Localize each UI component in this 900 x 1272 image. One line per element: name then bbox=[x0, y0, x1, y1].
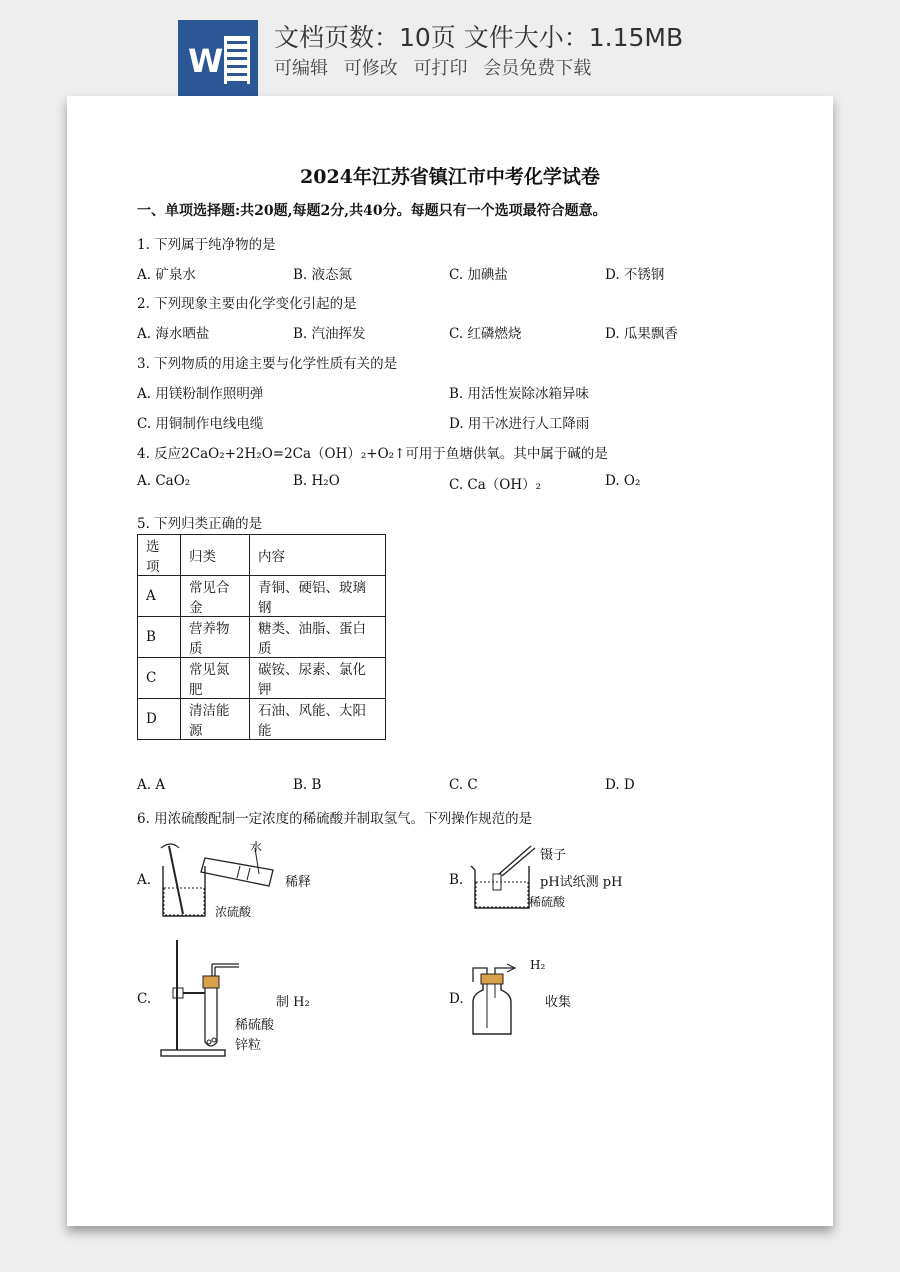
table-cell: 常见合金 bbox=[181, 576, 250, 617]
question-1-option-d: D. 不锈钢 bbox=[605, 267, 665, 283]
question-1-option-b: B. 液态氮 bbox=[293, 267, 353, 283]
table-cell: 常见氮肥 bbox=[181, 658, 250, 699]
gas-collection-bottle-figure bbox=[467, 962, 547, 1040]
question-4-option-d: D. O₂ bbox=[605, 473, 641, 489]
table-row bbox=[138, 658, 386, 699]
table-cell: 碳铵、尿素、氯化钾 bbox=[250, 658, 386, 699]
question-3-option-d: D. 用干冰进行人工降雨 bbox=[449, 416, 590, 432]
table-cell: D bbox=[138, 699, 181, 740]
question-5-option-c: C. C bbox=[449, 777, 478, 793]
document-features bbox=[274, 54, 601, 80]
question-6-option-a: A. bbox=[137, 872, 152, 888]
table-cell: C bbox=[138, 658, 181, 699]
download-header bbox=[0, 0, 900, 96]
question-2-option-c: C. 红磷燃烧 bbox=[449, 326, 522, 342]
question-1-stem: 1. 下列属于纯净物的是 bbox=[137, 237, 276, 253]
question-3-option-c: C. 用铜制作电线电缆 bbox=[137, 416, 264, 432]
question-1-option-c: C. 加碘盐 bbox=[449, 267, 508, 283]
question-2-option-b: B. 汽油挥发 bbox=[293, 326, 366, 342]
question-6-option-b: B. bbox=[449, 872, 464, 888]
classification-table bbox=[137, 534, 386, 740]
section-heading: 一、单项选择题:共20题,每题2分,共40分。每题只有一个选项最符合题意。 bbox=[137, 203, 607, 219]
table-cell: 营养物质 bbox=[181, 617, 250, 658]
page-title: 2024年江苏省镇江市中考化学试卷 bbox=[300, 166, 600, 188]
table-cell: 清洁能源 bbox=[181, 699, 250, 740]
label-dilute: 稀释 bbox=[285, 875, 312, 890]
word-document-icon: W bbox=[178, 20, 258, 96]
label-dilute-acid-b: 稀硫酸 bbox=[529, 895, 566, 909]
question-4-option-c: C. Ca（OH）₂ bbox=[449, 477, 542, 493]
label-zinc-granules: 锌粒 bbox=[235, 1038, 262, 1053]
question-5-option-a: A. A bbox=[137, 777, 166, 793]
table-row bbox=[138, 576, 386, 617]
table-cell: 青铜、硬铝、玻璃钢 bbox=[250, 576, 386, 617]
document-page bbox=[67, 96, 833, 1226]
feature-member-download[interactable]: 会员免费下载 bbox=[483, 58, 592, 79]
table-row bbox=[138, 617, 386, 658]
label-dilute-acid-c: 稀硫酸 bbox=[235, 1018, 275, 1033]
table-header-cell: 内容 bbox=[250, 535, 386, 576]
question-5-stem: 5. 下列归类正确的是 bbox=[137, 516, 263, 532]
feature-modifiable: 可修改 bbox=[343, 58, 398, 79]
question-3-option-a: A. 用镁粉制作照明弹 bbox=[137, 386, 264, 402]
label-tweezers: 镊子 bbox=[540, 848, 567, 863]
table-cell: B bbox=[138, 617, 181, 658]
label-conc-acid: 浓硫酸 bbox=[215, 905, 252, 919]
question-2-stem: 2. 下列现象主要由化学变化引起的是 bbox=[137, 296, 357, 312]
question-5-option-b: B. B bbox=[293, 777, 322, 793]
table-header-cell: 归类 bbox=[181, 535, 250, 576]
question-2-option-a: A. 海水晒盐 bbox=[137, 326, 210, 342]
label-ph-test: pH试纸测 pH bbox=[540, 875, 623, 890]
table-row bbox=[138, 699, 386, 740]
question-3-option-b: B. 用活性炭除冰箱异味 bbox=[449, 386, 590, 402]
question-6-option-c: C. bbox=[137, 991, 152, 1007]
question-2-option-d: D. 瓜果飘香 bbox=[605, 326, 678, 342]
question-5-option-d: D. D bbox=[605, 777, 635, 793]
label-water: 水 bbox=[250, 840, 263, 854]
question-4-stem: 4. 反应2CaO₂+2H₂O=2Ca（OH）₂+O₂↑可用于鱼塘供氧。其中属于碱的是 bbox=[137, 446, 608, 462]
question-4-option-b: B. H₂O bbox=[293, 473, 340, 489]
table-cell: 石油、风能、太阳能 bbox=[250, 699, 386, 740]
question-3-stem: 3. 下列物质的用途主要与化学性质有关的是 bbox=[137, 356, 398, 372]
table-cell: 糖类、油脂、蛋白质 bbox=[250, 617, 386, 658]
table-cell: A bbox=[138, 576, 181, 617]
question-6-stem: 6. 用浓硫酸配制一定浓度的稀硫酸并制取氢气。下列操作规范的是 bbox=[137, 811, 533, 827]
label-make-h2: 制 H₂ bbox=[276, 995, 310, 1010]
table-header-cell: 选项 bbox=[138, 535, 181, 576]
feature-editable: 可编辑 bbox=[274, 58, 328, 79]
label-collect: 收集 bbox=[545, 995, 572, 1010]
document-meta-title: 文档页数：10页 文件大小：1.15MB bbox=[274, 23, 684, 52]
question-6-option-d: D. bbox=[449, 991, 464, 1007]
feature-printable: 可打印 bbox=[413, 58, 468, 79]
question-1-option-a: A. 矿泉水 bbox=[137, 267, 196, 283]
table-header-row bbox=[138, 535, 386, 576]
question-4-option-a: A. CaO₂ bbox=[137, 473, 191, 489]
label-h2-gas: H₂ bbox=[530, 958, 546, 972]
